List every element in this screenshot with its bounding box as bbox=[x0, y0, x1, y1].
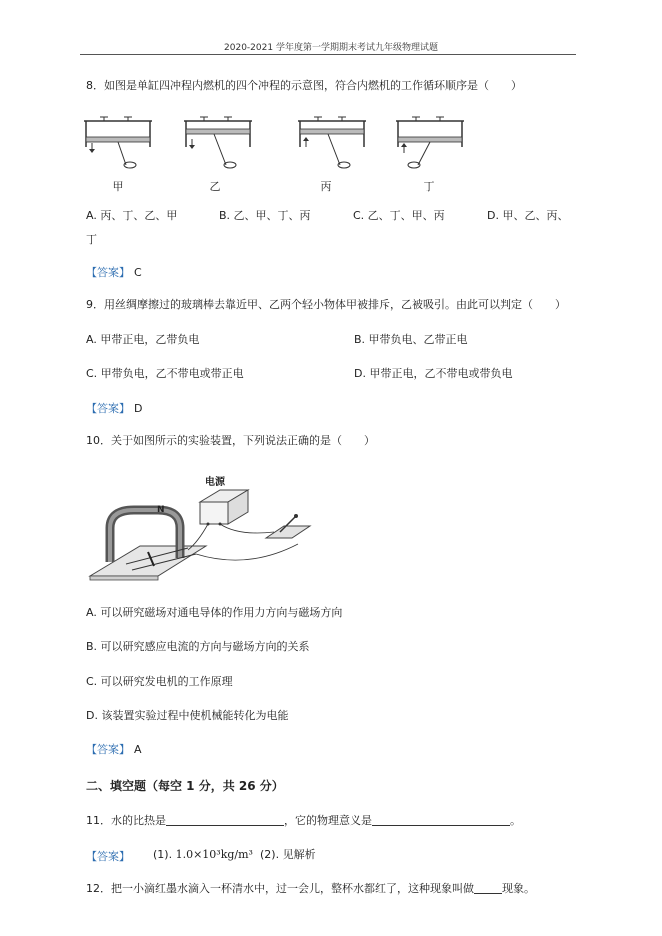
q8-answer bbox=[86, 264, 142, 280]
engine-diagram-bing bbox=[298, 113, 378, 173]
q11-blank-2 bbox=[372, 814, 510, 826]
q11-answer-2 bbox=[260, 848, 316, 862]
q11-prefix: 11．水的比热是 bbox=[86, 814, 166, 827]
q10-option-d: D. 该装置实验过程中使机械能转化为电能 bbox=[86, 709, 289, 722]
q8-caption-bing: 丙 bbox=[320, 180, 332, 193]
q12-prefix: 12．把一小滴红墨水滴入一杯清水中，过一会儿，整杯水都红了，这种现象叫做 bbox=[86, 882, 474, 895]
q8-option-d-wrap: 丁 bbox=[86, 233, 97, 246]
q10-option-c: C. 可以研究发电机的工作原理 bbox=[86, 675, 233, 688]
engine-diagram-yi bbox=[184, 113, 264, 173]
q11-suffix: 。 bbox=[510, 814, 521, 827]
q12-blank bbox=[474, 882, 502, 894]
answer-value: D bbox=[134, 402, 143, 415]
q8-caption-ding: 丁 bbox=[423, 180, 435, 193]
answer-value-1: 1.0×10³kg/m³ bbox=[175, 848, 253, 861]
answer-label: 【答案】 bbox=[86, 743, 130, 756]
header-rule bbox=[80, 54, 576, 55]
engine-diagram-jia bbox=[84, 113, 164, 173]
answer-value-2: 见解析 bbox=[282, 848, 316, 861]
q8-option-c: C. 乙、丁、甲、丙 bbox=[353, 209, 445, 222]
q8-caption-jia: 甲 bbox=[112, 180, 124, 193]
q10-stem: 10．关于如图所示的实验装置，下列说法正确的是（ ） bbox=[86, 434, 375, 447]
q8-option-d: D. 甲、乙、丙、 bbox=[487, 209, 569, 222]
q8-option-b: B. 乙、甲、丁、丙 bbox=[219, 209, 311, 222]
q9-stem: 9．用丝绸摩擦过的玻璃棒去靠近甲、乙两个轻小物体甲被排斥，乙被吸引。由此可以判定（ ） bbox=[86, 298, 566, 311]
q9-answer bbox=[86, 400, 142, 416]
engine-diagram-ding bbox=[396, 113, 476, 173]
answer-value: C bbox=[134, 266, 142, 279]
answer-label: 【答案】 bbox=[86, 850, 130, 863]
q11-blank-1 bbox=[166, 814, 284, 826]
q8-option-a: A. 丙、丁、乙、甲 bbox=[86, 209, 178, 222]
q11-answer-1 bbox=[153, 848, 253, 862]
answer-label: 【答案】 bbox=[86, 402, 130, 415]
q8-caption-yi: 乙 bbox=[209, 180, 221, 193]
answer-index: (1). bbox=[153, 848, 173, 861]
q11-middle: ，它的物理意义是 bbox=[284, 814, 372, 827]
q11-stem bbox=[86, 814, 521, 828]
q9-option-d: D. 甲带正电，乙不带电或带负电 bbox=[354, 367, 513, 380]
q9-option-c: C. 甲带负电，乙不带电或带正电 bbox=[86, 367, 244, 380]
q9-option-a: A. 甲带正电，乙带负电 bbox=[86, 333, 200, 346]
q12-stem bbox=[86, 882, 535, 896]
answer-label: 【答案】 bbox=[86, 266, 130, 279]
q10-option-b: B. 可以研究感应电流的方向与磁场方向的关系 bbox=[86, 640, 310, 653]
answer-value: A bbox=[134, 743, 142, 756]
q12-suffix: 现象。 bbox=[502, 882, 535, 895]
section-title: 二、填空题（每空 1 分，共 26 分） bbox=[86, 779, 284, 793]
q8-stem: 8．如图是单缸四冲程内燃机的四个冲程的示意图，符合内燃机的工作循环顺序是（ ） bbox=[86, 79, 522, 92]
q10-meter-label: 电源 bbox=[205, 477, 225, 488]
page-header: 2020-2021 学年度第一学期期末考试九年级物理试题 bbox=[224, 43, 438, 53]
q10-option-a: A. 可以研究磁场对通电导体的作用力方向与磁场方向 bbox=[86, 606, 343, 619]
q10-pole-label: N bbox=[157, 505, 165, 515]
answer-index: (2). bbox=[260, 848, 280, 861]
q11-answer bbox=[86, 848, 130, 864]
q9-option-b: B. 甲带负电、乙带正电 bbox=[354, 333, 468, 346]
q10-answer bbox=[86, 741, 142, 757]
